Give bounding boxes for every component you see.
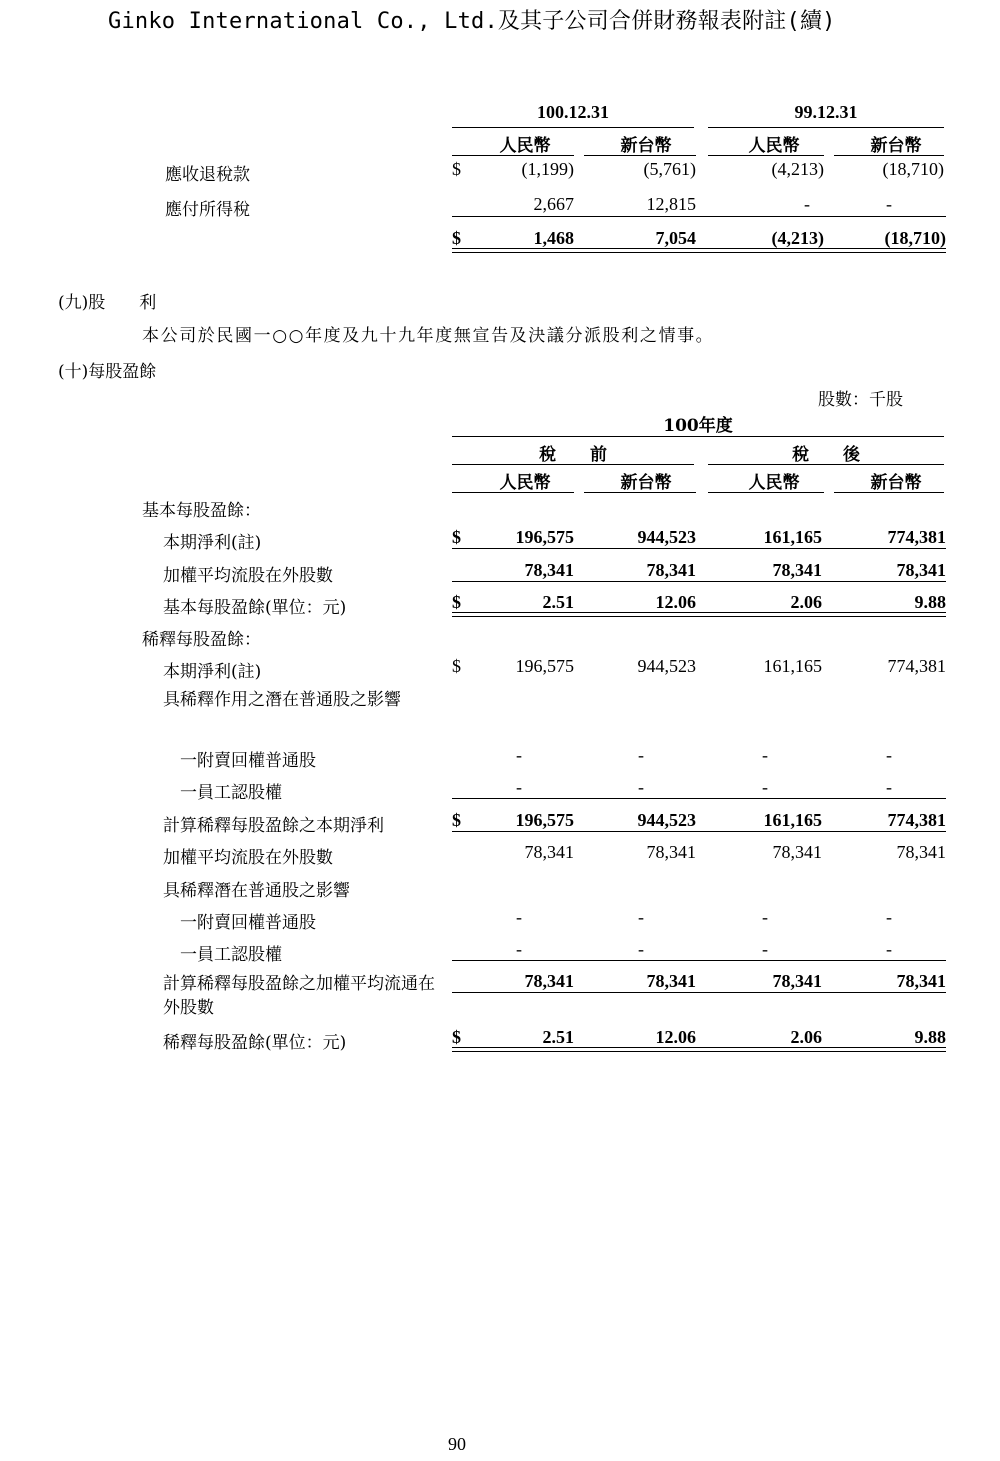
table-cell: 944,523 xyxy=(637,810,696,830)
row-label: 一員工認股權 xyxy=(180,783,282,803)
table-cell: - xyxy=(762,745,768,765)
table-cell: 196,575 xyxy=(515,527,574,547)
row-label: 計算稀釋每股盈餘之加權平均流通在外股數 xyxy=(163,974,435,1018)
table-cell: 2.06 xyxy=(790,1027,822,1047)
section-heading-dividend: (九)股 利 xyxy=(58,293,157,313)
table-cell: 161,165 xyxy=(763,656,822,676)
page-number: 90 xyxy=(448,1434,466,1454)
table-cell: 944,523 xyxy=(637,656,696,676)
table-cell: 9.88 xyxy=(914,592,946,612)
row-label: 計算稀釋每股盈餘之本期淨利 xyxy=(163,816,384,836)
table-cell: - xyxy=(516,907,522,927)
table-cell: 9.88 xyxy=(914,1027,946,1047)
currency-ntd-header: 新台幣 xyxy=(620,473,672,493)
currency-symbol: $ xyxy=(452,228,461,248)
table-cell: - xyxy=(516,939,522,959)
table-cell: 78,341 xyxy=(772,842,822,862)
currency-rmb-header: 人民幣 xyxy=(499,136,551,156)
table-cell: 774,381 xyxy=(887,527,946,547)
row-label: 具稀釋作用之潛在普通股之影響 xyxy=(163,690,401,710)
table-cell: 78,341 xyxy=(896,971,946,991)
currency-symbol: $ xyxy=(452,159,461,179)
currency-symbol: $ xyxy=(452,810,461,830)
row-label: 應付所得稅 xyxy=(165,200,250,220)
table-cell: - xyxy=(516,745,522,765)
row-label: 本期淨利(註) xyxy=(163,662,262,682)
section-heading-eps: (十)每股盈餘 xyxy=(58,362,157,382)
table-cell: 12.06 xyxy=(655,1027,696,1047)
basic-eps-heading: 基本每股盈餘： xyxy=(142,501,261,521)
row-label: 加權平均流股在外股數 xyxy=(163,566,333,586)
currency-symbol: $ xyxy=(452,527,461,547)
table-cell: 161,165 xyxy=(763,810,822,830)
table-total-cell: (4,213) xyxy=(771,228,824,248)
table-total-cell: 7,054 xyxy=(655,228,696,248)
row-label: 一員工認股權 xyxy=(180,945,282,965)
table-cell: (1,199) xyxy=(521,159,574,179)
table-cell: - xyxy=(804,194,810,214)
row-label: 加權平均流股在外股數 xyxy=(163,848,333,868)
table-cell: 2.06 xyxy=(790,592,822,612)
table-cell: 78,341 xyxy=(896,842,946,862)
period-header-100: 100.12.31 xyxy=(537,102,609,122)
table-cell: 78,341 xyxy=(896,560,946,580)
table-cell: - xyxy=(638,777,644,797)
table-cell: 196,575 xyxy=(515,810,574,830)
currency-symbol: $ xyxy=(452,1027,461,1047)
table-cell: - xyxy=(516,777,522,797)
table-cell: - xyxy=(886,907,892,927)
row-label: 基本每股盈餘(單位：元) xyxy=(163,598,347,618)
table-cell: - xyxy=(886,194,892,214)
row-label: 應收退稅款 xyxy=(165,165,250,185)
table-cell: 161,165 xyxy=(763,527,822,547)
table-cell: 2.51 xyxy=(542,592,574,612)
table-cell: 78,341 xyxy=(646,842,696,862)
period-header-99: 99.12.31 xyxy=(794,102,858,122)
table-cell: - xyxy=(638,745,644,765)
table-cell: (5,761) xyxy=(643,159,696,179)
table-cell: 12.06 xyxy=(655,592,696,612)
table-cell: 78,341 xyxy=(772,560,822,580)
table-cell: - xyxy=(638,939,644,959)
row-label: 一附賣回權普通股 xyxy=(180,751,316,771)
table-cell: 2.51 xyxy=(542,1027,574,1047)
table-cell: 774,381 xyxy=(887,656,946,676)
year-header: 100年度 xyxy=(663,416,733,436)
table-cell: 944,523 xyxy=(637,527,696,547)
table-cell: - xyxy=(886,745,892,765)
table-cell: - xyxy=(762,777,768,797)
table-cell: - xyxy=(638,907,644,927)
row-label: 一附賣回權普通股 xyxy=(180,913,316,933)
table-cell: 12,815 xyxy=(646,194,696,214)
table-cell: - xyxy=(762,907,768,927)
currency-rmb-header: 人民幣 xyxy=(748,473,800,493)
table-cell: 78,341 xyxy=(524,971,574,991)
row-label: 本期淨利(註) xyxy=(163,533,262,553)
table-total-cell: 1,468 xyxy=(533,228,574,248)
currency-symbol: $ xyxy=(452,592,461,612)
table-cell: (18,710) xyxy=(882,159,944,179)
table-cell: 78,341 xyxy=(524,842,574,862)
pre-tax-header: 稅 前 xyxy=(539,445,607,465)
table-cell: - xyxy=(886,777,892,797)
post-tax-header: 稅 後 xyxy=(792,445,860,465)
currency-rmb-header: 人民幣 xyxy=(748,136,800,156)
row-label: 具稀釋潛在普通股之影響 xyxy=(163,881,350,901)
table-total-cell: (18,710) xyxy=(884,228,946,248)
row-label: 稀釋每股盈餘(單位：元) xyxy=(163,1033,347,1053)
currency-ntd-header: 新台幣 xyxy=(870,473,922,493)
table-cell: 78,341 xyxy=(646,971,696,991)
currency-ntd-header: 新台幣 xyxy=(870,136,922,156)
currency-rmb-header: 人民幣 xyxy=(499,473,551,493)
dividend-text: 本公司於民國一○○年度及九十九年度無宣告及決議分派股利之情事。 xyxy=(142,326,715,346)
table-cell: 78,341 xyxy=(772,971,822,991)
table-cell: 196,575 xyxy=(515,656,574,676)
table-cell: (4,213) xyxy=(771,159,824,179)
unit-note: 股數：千股 xyxy=(818,390,903,410)
table-cell: - xyxy=(762,939,768,959)
table-cell: 78,341 xyxy=(646,560,696,580)
table-cell: - xyxy=(886,939,892,959)
page-title: Ginko International Co., Ltd.及其子公司合併財務報表附註(續) xyxy=(108,9,836,34)
diluted-eps-heading: 稀釋每股盈餘： xyxy=(142,630,261,650)
table-cell: 2,667 xyxy=(533,194,574,214)
currency-ntd-header: 新台幣 xyxy=(620,136,672,156)
currency-symbol: $ xyxy=(452,656,461,676)
table-cell: 78,341 xyxy=(524,560,574,580)
table-cell: 774,381 xyxy=(887,810,946,830)
